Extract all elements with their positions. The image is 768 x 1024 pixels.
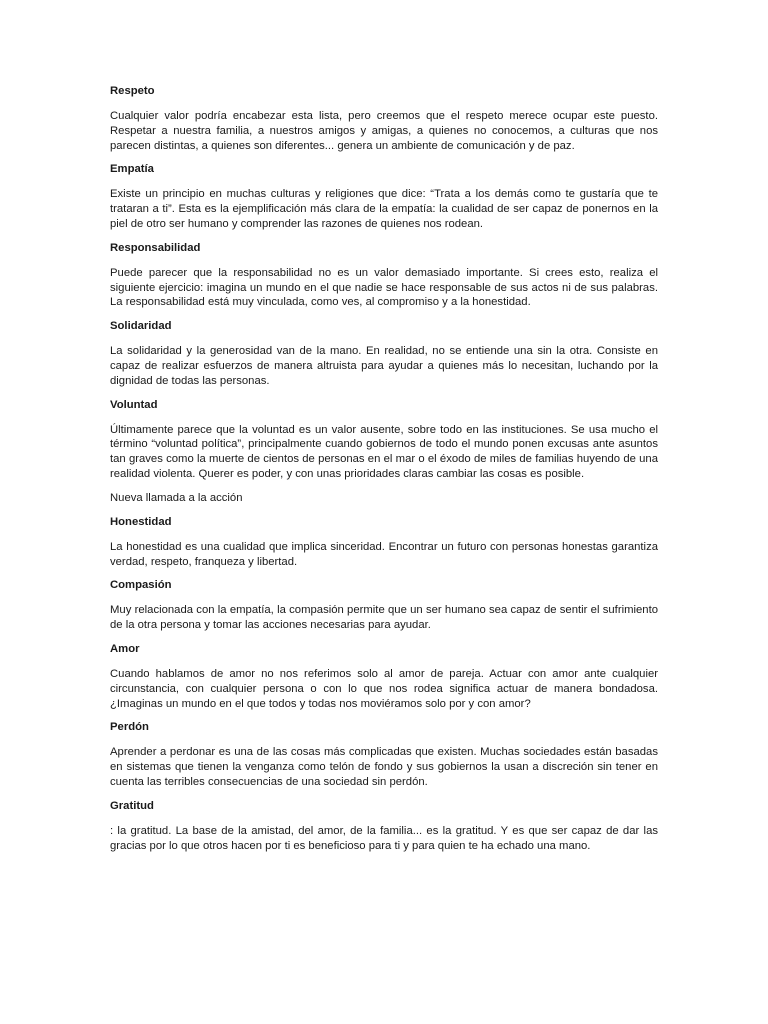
call-to-action-line: Nueva llamada a la acción (110, 491, 243, 504)
paragraph-respeto: Cualquier valor podría encabezar esta lista, pero creemos que el respeto merece ocupar este puesto. Respetar a nuestra familia, a nuestros amigos y amigas, a quienes no conocemos, a culturas que nos parecen distintas, a quienes son diferentes... genera un ambiente de comunicación y de paz. (110, 110, 658, 152)
heading-empatia: Empatía (110, 163, 154, 176)
heading-solidaridad: Solidaridad (110, 320, 172, 333)
paragraph-honestidad: La honestidad es una cualidad que implica sinceridad. Encontrar un futuro con personas honestas garantiza verdad, respeto, franqueza y libertad. (110, 540, 658, 568)
paragraph-solidaridad: La solidaridad y la generosidad van de la mano. En realidad, no se entiende una sin la otra. Consiste en capaz de realizar esfuerzos de manera altruista para ayudar a quienes más lo necesitan, luchando por la dignidad de todas las personas. (110, 345, 658, 387)
heading-honestidad: Honestidad (110, 515, 172, 528)
paragraph-amor: Cuando hablamos de amor no nos referimos solo al amor de pareja. Actuar con amor ante cualquier circunstancia, con cualquier persona o con lo que nos rodea significa actuar de manera bondadosa. ¿Imaginas un mundo en el que todos y todas nos moviéramos solo por y con amor? (110, 667, 658, 710)
paragraph-gratitud: : la gratitud. La base de la amistad, del amor, de la familia... es la gratitud. Y es que ser capaz de dar las gracias por lo que otros hacen por ti es beneficioso para ti y para quien te ha echado una mano. (110, 824, 658, 852)
paragraph-compasion: Muy relacionada con la empatía, la compasión permite que un ser humano sea capaz de sentir el sufrimiento de la otra persona y tomar las acciones necesarias para ayudar. (110, 604, 658, 632)
heading-perdon: Perdón (110, 721, 149, 734)
document-page (110, 84, 658, 862)
heading-gratitud: Gratitud (110, 799, 154, 812)
heading-amor: Amor (110, 642, 140, 655)
heading-respeto: Respeto (110, 85, 155, 97)
paragraph-empatia: Existe un principio en muchas culturas y religiones que dice: “Trata a los demás como te gustaría que te trataran a ti”. Esta es la ejemplificación más clara de la empatía: la cualidad de ser capaz de ponernos en la piel de otro ser humano y comprender las razones de quienes nos rodean. (110, 188, 658, 230)
heading-responsabilidad: Responsabilidad (110, 241, 201, 254)
paragraph-responsabilidad: Puede parecer que la responsabilidad no es un valor demasiado importante. Si crees esto, realiza el siguiente ejercicio: imagina un mundo en el que nadie se hace responsable de sus actos ni de sus palabras. La responsabilidad está muy vinculada, como ves, al compromiso y a la honestidad. (110, 266, 658, 309)
heading-voluntad: Voluntad (110, 398, 158, 411)
paragraph-voluntad: Últimamente parece que la voluntad es un valor ausente, sobre todo en las instituciones. Se usa mucho el término “voluntad política”, principalmente cuando gobiernos de todo el mundo ponen excusas ante asuntos tan graves como la muerte de cientos de personas en el mar o el éxodo de miles de familias huyendo de una realidad violenta. Querer es poder, y con unas prioridades claras cambiar las cosas es posible. (110, 423, 658, 480)
heading-compasion: Compasión (110, 579, 172, 592)
paragraph-perdon: Aprender a perdonar es una de las cosas más complicadas que existen. Muchas sociedades están basadas en sistemas que tienen la venganza como telón de fondo y sus gobiernos la usan a discreción sin tener en cuenta las terribles consecuencias de una sociedad sin perdón. (110, 746, 658, 788)
